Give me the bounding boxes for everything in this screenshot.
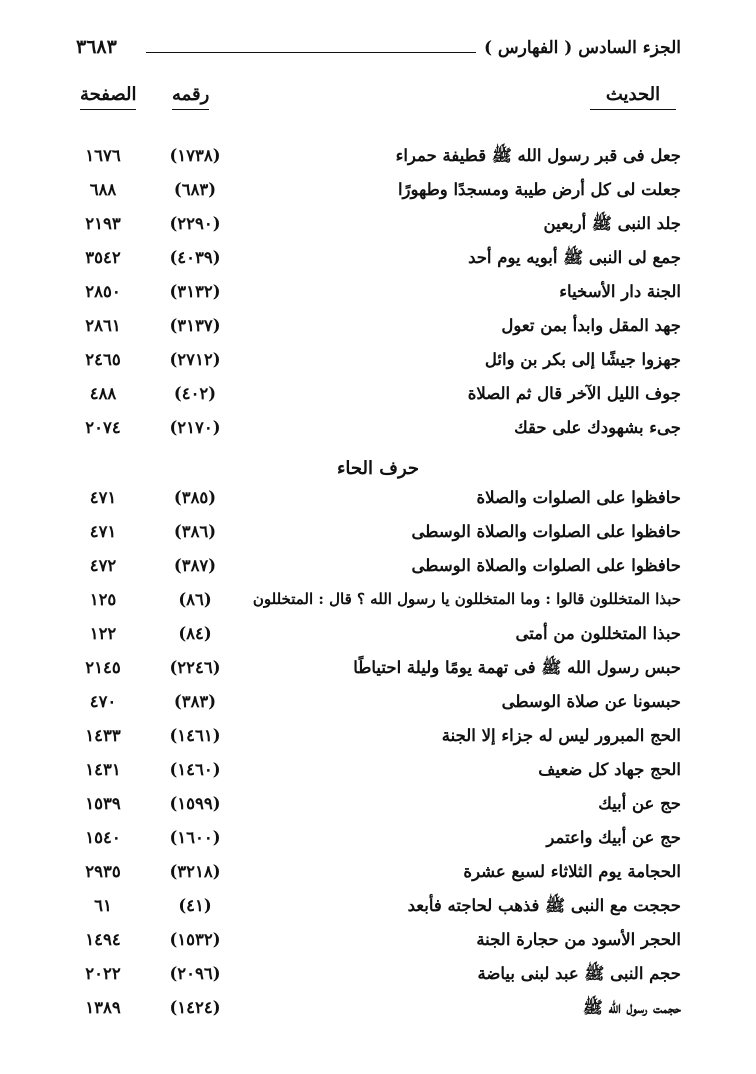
index-row [0,998,756,1028]
hadith-number: (١٥٩٩) [169,794,221,813]
hadith-number: (٤١) [178,896,212,915]
hadith-number: (١٤٦١) [169,726,221,745]
index-row [0,384,756,414]
hadith-number: (١٦٠٠) [169,828,221,847]
page-ref: ٢٩٣٥ [85,862,121,881]
hadith-text: حج عن أبيك واعتمر [546,828,681,847]
index-row [0,316,756,346]
hadith-text: حجمت رسول الله ﷺ [582,998,681,1017]
hadith-text: حافظوا على الصلوات والصلاة الوسطى [411,522,681,541]
page-ref: ٢٠٢٢ [85,964,121,983]
hadith-number: (٢١٧٠) [169,418,221,437]
page-ref: ٦١ [94,896,112,915]
hadith-number: (١٤٢٤) [169,998,221,1017]
index-row [0,248,756,278]
index-row [0,692,756,722]
index-row [0,522,756,552]
page-ref: ٤٧١ [89,488,117,507]
page-ref: ١٥٤٠ [85,828,121,847]
hadith-number: (١٥٣٢) [169,930,221,949]
index-row [0,556,756,586]
hadith-text: حج عن أبيك [598,794,681,813]
hadith-text: جهد المقل وابدأ بمن تعول [501,316,681,335]
hadith-number: (٤٠٣٩) [169,248,221,267]
page-ref: ٦٨٨ [89,180,117,199]
index-row [0,624,756,654]
hadith-number: (٣٨٦) [173,522,217,541]
index-row [0,146,756,176]
hadith-number: (٨٤) [178,624,212,643]
index-row [0,658,756,688]
index-row [0,488,756,518]
page-ref: ٢٨٥٠ [85,282,121,301]
column-header-number: رقمه [172,84,209,110]
page-ref: ١٢٥ [89,590,117,609]
hadith-text: حجم النبى ﷺ عبد لبنى بياضة [477,964,681,983]
hadith-text: جهزوا جيشًا إلى بكر بن وائل [484,350,681,369]
hadith-number: (٣٨٣) [173,692,217,711]
hadith-number: (٨٦) [178,590,212,609]
page-ref: ٤٧١ [89,522,117,541]
hadith-text: الحج جهاد كل ضعيف [538,760,681,779]
page-ref: ٣٥٤٢ [85,248,121,267]
hadith-number: (٦٨٣) [173,180,217,199]
hadith-text: الحجامة يوم الثلاثاء لسبع عشرة [463,862,681,881]
index-row [0,760,756,790]
index-row [0,282,756,312]
hadith-text: جمع لى النبى ﷺ أبويه يوم أحد [468,248,681,267]
index-row [0,930,756,960]
page-ref: ٢١٤٥ [85,658,121,677]
page-ref: ٢٤٦٥ [85,350,121,369]
index-row [0,590,756,620]
page-ref: ١٣٨٩ [85,998,121,1017]
page-ref: ١٥٣٩ [85,794,121,813]
page-ref: ١٦٧٦ [85,146,121,165]
hadith-number: (٢٧١٢) [169,350,221,369]
index-row [0,180,756,210]
section-heading: حرف الحاء [336,458,420,479]
index-row [0,350,756,380]
hadith-number: (٢٢٩٠) [169,214,221,233]
hadith-number: (٤٠٢) [173,384,217,403]
hadith-number: (٣١٣٢) [169,282,221,301]
hadith-number: (٣٢١٨) [169,862,221,881]
running-header [76,36,681,66]
hadith-text: جعل فى قبر رسول الله ﷺ قطيفة حمراء [395,146,681,165]
hadith-text: الجنة دار الأسخياء [559,282,681,301]
index-row [0,418,756,448]
page-ref: ١٤٩٤ [85,930,121,949]
hadith-text: جوف الليل الآخر قال ثم الصلاة [467,384,681,403]
hadith-text: جلد النبى ﷺ أربعين [543,214,681,233]
page-ref: ١٤٣١ [85,760,121,779]
index-row [0,726,756,756]
page-ref: ٢٠٧٤ [85,418,121,437]
hadith-text: الحج المبرور ليس له جزاء إلا الجنة [441,726,681,745]
index-row [0,214,756,244]
hadith-number: (١٧٣٨) [169,146,221,165]
hadith-text: جىء بشهودك على حقك [514,418,681,437]
hadith-text: حججت مع النبى ﷺ فذهب لحاجته فأبعد [407,896,681,915]
running-title: الجزء السادس ( الفهارس ) [476,38,681,58]
page-ref: ٤٨٨ [89,384,117,403]
page-ref: ٤٧٢ [89,556,117,575]
hadith-number: (٢٠٩٦) [169,964,221,983]
page-ref: ٤٧٠ [89,692,117,711]
hadith-number: (٣٨٥) [173,488,217,507]
hadith-text: حبذا المتخللون من أمتى [515,624,681,643]
hadith-text: حبس رسول الله ﷺ فى تهمة يومًا وليلة احتياطًا [353,658,681,677]
page-number: ٣٦٨٣ [76,36,125,58]
hadith-number: (٣١٣٧) [169,316,221,335]
index-row [0,794,756,824]
page-ref: ٢١٩٣ [85,214,121,233]
page-ref: ١٤٣٣ [85,726,121,745]
index-row [0,828,756,858]
hadith-number: (٣٨٧) [173,556,217,575]
index-row [0,862,756,892]
hadith-text: حافظوا على الصلوات والصلاة [476,488,681,507]
hadith-text: حافظوا على الصلوات والصلاة الوسطى [411,556,681,575]
page-ref: ١٢٢ [89,624,117,643]
hadith-text: حبسونا عن صلاة الوسطى [501,692,681,711]
index-row [0,896,756,926]
page-ref: ٢٨٦١ [85,316,121,335]
hadith-number: (١٤٦٠) [169,760,221,779]
column-header-page: الصفحة [80,84,136,110]
hadith-text: حبذا المتخللون قالوا : وما المتخللون يا رسول الله ؟ قال : المتخللون [252,590,681,608]
hadith-text: جعلت لى كل أرض طيبة ومسجدًا وطهورًا [397,180,681,199]
hadith-text: الحجر الأسود من حجارة الجنة [476,930,681,949]
index-row [0,964,756,994]
hadith-number: (٢٢٤٦) [169,658,221,677]
column-header-hadith: الحديث [590,84,676,110]
